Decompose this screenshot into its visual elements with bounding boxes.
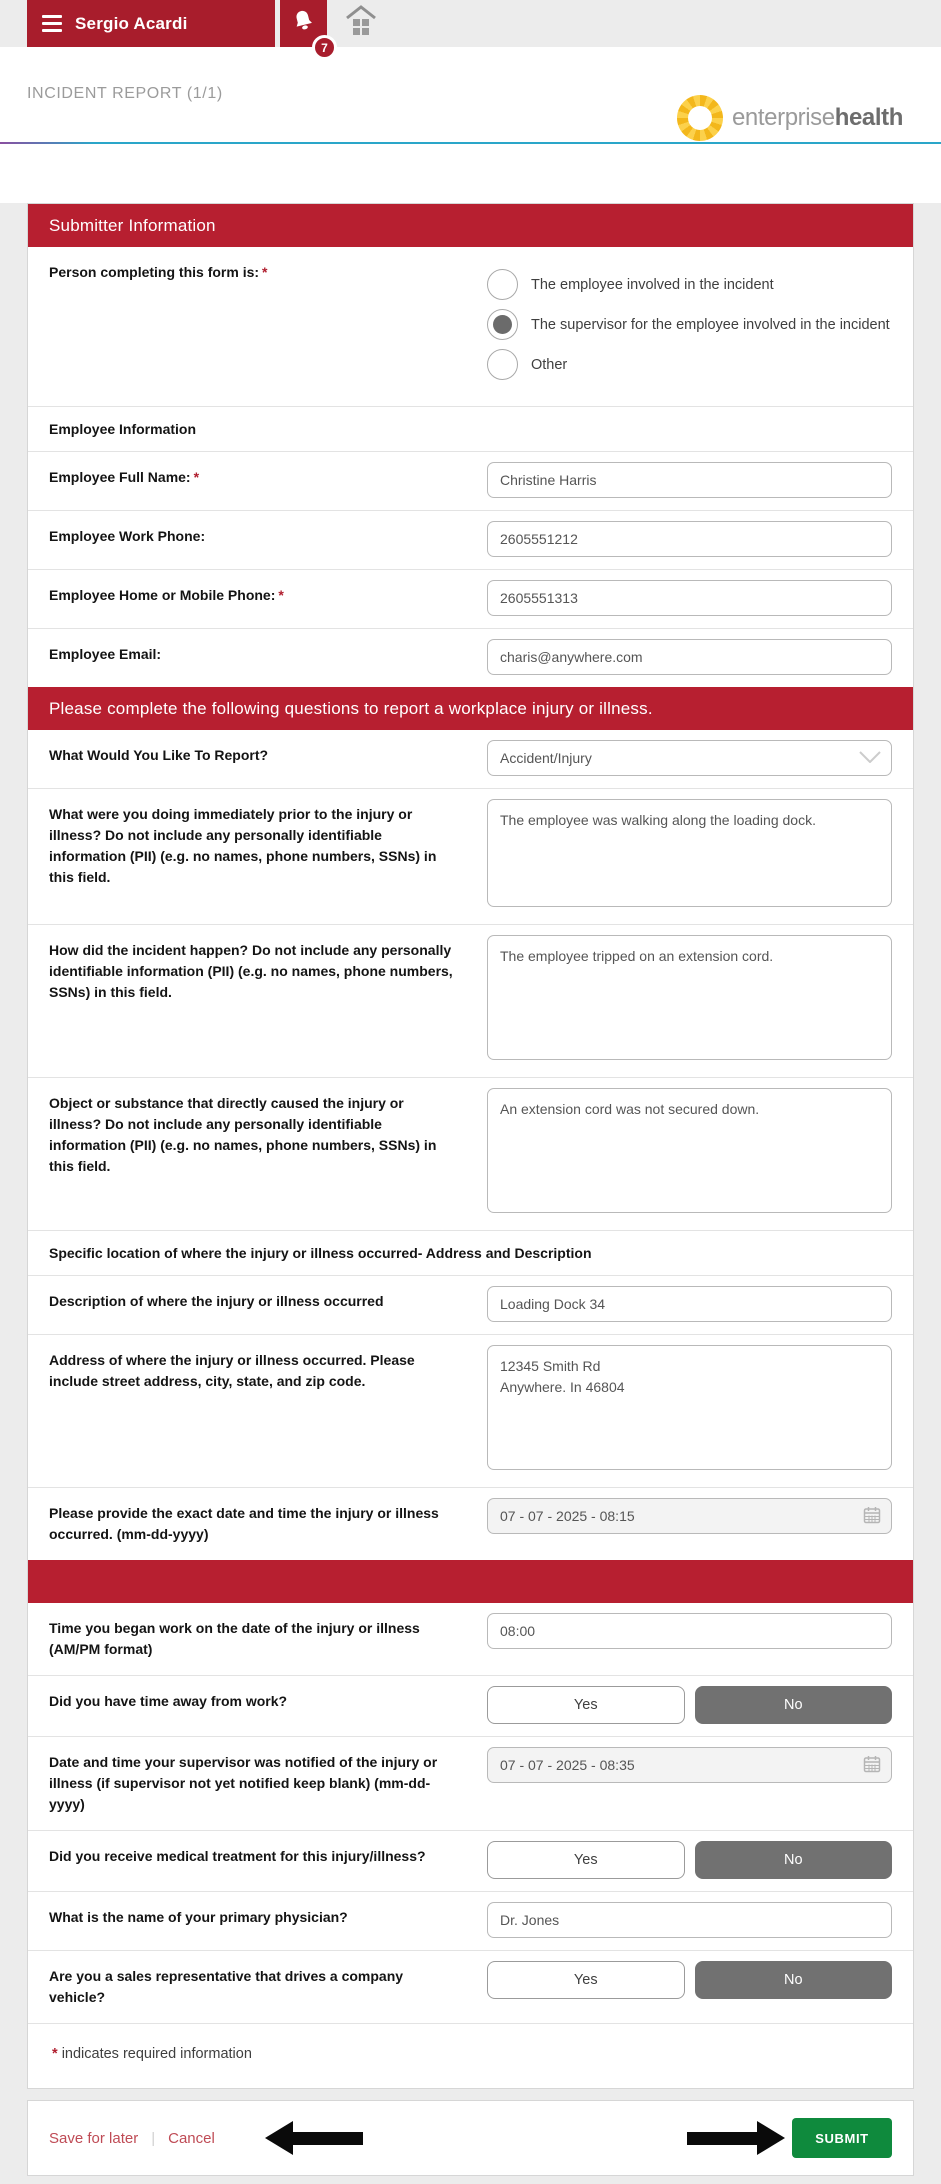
brand-text-bold: health [834, 104, 903, 131]
brand-logo [677, 95, 903, 141]
home-button[interactable] [333, 0, 389, 47]
time-away-label: Did you have time away from work? [49, 1693, 288, 1709]
employee-information-subheader: Employee Information [28, 406, 913, 451]
employee-email-input[interactable] [487, 639, 892, 675]
person-completing-row [28, 247, 913, 406]
report-type-label: What Would You Like To Report? [49, 747, 269, 763]
prior-activity-textarea[interactable] [487, 799, 892, 907]
how-happened-row [28, 924, 913, 1077]
report-type-select[interactable] [487, 740, 892, 776]
occurred-datetime-value: 07 - 07 - 2025 - 08:15 [500, 1508, 635, 1524]
location-address-textarea[interactable] [487, 1345, 892, 1470]
sales-rep-no-button[interactable]: No [695, 1961, 893, 1999]
user-menu[interactable] [27, 0, 275, 47]
required-note: * indicates required information [28, 2023, 913, 2088]
employee-full-name-row [28, 451, 913, 510]
time-away-toggle [487, 1686, 892, 1724]
sales-rep-yes-button[interactable]: Yes [487, 1961, 685, 1999]
employee-email-row [28, 628, 913, 687]
cancel-link[interactable]: Cancel [168, 2129, 215, 2147]
section-header-questions: Please complete the following questions to report a workplace injury or illness. [28, 687, 913, 730]
radio-option-label: Other [531, 356, 568, 373]
right-arrow-annotation [687, 2121, 785, 2155]
object-substance-label: Object or substance that directly caused the injury or illness? Do not include any personally identifiable information (PII) (e.g. no names, phone numbers, SSNs) in this field. [49, 1095, 437, 1174]
form-footer [27, 2100, 914, 2176]
sales-rep-toggle [487, 1961, 892, 1999]
object-substance-textarea[interactable] [487, 1088, 892, 1213]
radio-unselected-icon [487, 269, 518, 300]
time-away-yes-button[interactable]: Yes [487, 1686, 685, 1724]
occurred-datetime-row [28, 1487, 913, 1560]
occurred-datetime-label: Please provide the exact date and time the injury or illness occurred. (mm-dd-yyyy) [49, 1505, 439, 1542]
notifications-button[interactable] [280, 0, 328, 55]
supervisor-notified-input[interactable] [487, 1747, 892, 1783]
save-for-later-link[interactable]: Save for later [49, 2129, 139, 2147]
incident-report-form [27, 203, 914, 2089]
radio-option-employee[interactable] [487, 269, 892, 300]
home-icon [344, 5, 378, 42]
report-type-value: Accident/Injury [500, 750, 592, 766]
chevron-down-icon [859, 750, 881, 766]
left-arrow-annotation [265, 2121, 363, 2155]
sales-rep-row [28, 1950, 913, 2023]
time-began-label: Time you began work on the date of the injury or illness (AM/PM format) [49, 1620, 420, 1657]
employee-full-name-input[interactable] [487, 462, 892, 498]
how-happened-textarea[interactable] [487, 935, 892, 1060]
page-title: INCIDENT REPORT (1/1) [27, 85, 223, 102]
time-away-row [28, 1675, 913, 1736]
report-type-row [28, 730, 913, 788]
employee-home-phone-row [28, 569, 913, 628]
section-divider-bar [28, 1560, 913, 1603]
radio-selected-icon [487, 309, 518, 340]
employee-home-phone-label: Employee Home or Mobile Phone: * [49, 587, 284, 603]
location-address-label: Address of where the injury or illness occurred. Please include street address, city, state, and zip code. [49, 1352, 415, 1389]
radio-option-label: The supervisor for the employee involved in the incident [531, 316, 890, 333]
hamburger-menu-icon[interactable] [42, 15, 62, 32]
prior-activity-row [28, 788, 913, 924]
radio-option-supervisor[interactable] [487, 309, 892, 340]
radio-unselected-icon [487, 349, 518, 380]
calendar-icon [863, 1506, 881, 1527]
supervisor-notified-label: Date and time your supervisor was notified of the injury or illness (if supervisor not yet notified keep blank) (mm-dd-yyyy) [49, 1754, 438, 1812]
bell-icon [290, 8, 317, 40]
location-description-input[interactable] [487, 1286, 892, 1322]
employee-email-label: Employee Email: [49, 646, 162, 662]
medical-treatment-no-button[interactable]: No [695, 1841, 893, 1879]
location-description-row [28, 1275, 913, 1334]
page-header [0, 47, 941, 203]
physician-row [28, 1891, 913, 1950]
employee-home-phone-input[interactable] [487, 580, 892, 616]
employee-work-phone-input[interactable] [487, 521, 892, 557]
link-divider: | [151, 2129, 156, 2147]
location-address-row [28, 1334, 913, 1487]
person-completing-label: Person completing this form is: * [49, 264, 268, 280]
object-substance-row [28, 1077, 913, 1230]
medical-treatment-label: Did you receive medical treatment for this injury/illness? [49, 1848, 426, 1864]
physician-input[interactable] [487, 1902, 892, 1938]
notification-badge: 7 [312, 35, 337, 60]
location-subheader: Specific location of where the injury or illness occurred- Address and Description [28, 1230, 913, 1275]
how-happened-label: How did the incident happen? Do not include any personally identifiable information (PII) (e.g. no names, phone numbers, SSNs) in this field. [49, 942, 453, 1000]
header-divider-line [0, 142, 941, 144]
employee-work-phone-row [28, 510, 913, 569]
medical-treatment-toggle [487, 1841, 892, 1879]
supervisor-notified-value: 07 - 07 - 2025 - 08:35 [500, 1757, 635, 1773]
user-name: Sergio Acardi [75, 13, 188, 33]
section-header-submitter: Submitter Information [28, 204, 913, 247]
required-note-text: indicates required information [61, 2046, 252, 2062]
prior-activity-label: What were you doing immediately prior to the injury or illness? Do not include any personally identifiable information (PII) (e.g. no names, phone numbers, SSNs) in this field. [49, 806, 437, 885]
physician-label: What is the name of your primary physician? [49, 1909, 348, 1925]
top-bar [0, 0, 941, 55]
employee-full-name-label: Employee Full Name: * [49, 469, 200, 485]
supervisor-notified-row [28, 1736, 913, 1830]
radio-option-other[interactable] [487, 349, 892, 380]
medical-treatment-row [28, 1830, 913, 1891]
location-description-label: Description of where the injury or illness occurred [49, 1293, 384, 1309]
calendar-icon [863, 1755, 881, 1776]
submit-button[interactable]: SUBMIT [792, 2118, 892, 2158]
medical-treatment-yes-button[interactable]: Yes [487, 1841, 685, 1879]
time-began-input[interactable] [487, 1613, 892, 1649]
time-away-no-button[interactable]: No [695, 1686, 893, 1724]
brand-text-light: enterprise [731, 104, 835, 131]
person-completing-radio-group [487, 257, 892, 394]
time-began-row [28, 1603, 913, 1675]
employee-work-phone-label: Employee Work Phone: [49, 528, 206, 544]
occurred-datetime-input[interactable] [487, 1498, 892, 1534]
radio-option-label: The employee involved in the incident [531, 276, 774, 293]
sales-rep-label: Are you a sales representative that drives a company vehicle? [49, 1968, 404, 2005]
enterprise-health-logo-icon [677, 95, 723, 141]
